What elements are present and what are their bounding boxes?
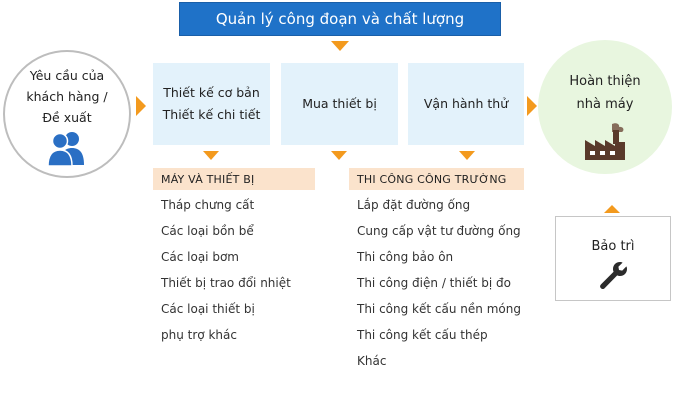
maintenance-node [555,216,671,301]
list-item: Thi công điện / thiết bị đo [357,276,511,290]
list-item: Khác [357,354,387,368]
arrow-right-icon [527,96,537,116]
customer-request-line: Đề xuất [42,110,92,125]
step-commissioning [408,63,524,145]
customer-request-line: khách hàng / [26,89,108,104]
step-design [153,63,270,145]
step-procurement-line: Mua thiết bị [302,96,377,111]
plant-completion-line: Hoàn thiện [569,74,641,89]
arrow-down-icon [203,151,219,160]
arrow-down-icon [331,151,347,160]
list-item: Thiết bị trao đổi nhiệt [161,276,291,290]
step-design-line: Thiết kế cơ bản [163,85,260,100]
construction-panel [349,168,524,374]
equipment-list [153,192,315,348]
arrow-down-icon [331,41,349,51]
arrow-up-icon [604,205,620,213]
construction-list [349,192,524,374]
list-item: Các loại thiết bị [161,302,255,316]
process-title: Quản lý công đoạn và chất lượng [215,10,465,28]
factory-icon [582,122,628,162]
arrow-right-icon [136,96,146,116]
process-header [179,2,501,36]
list-item: Thi công kết cấu thép [357,328,488,342]
list-item: Thi công kết cấu nền móng [357,302,521,316]
wrench-icon [598,260,628,290]
equipment-panel [153,168,315,348]
list-item: Thi công bảo ôn [357,250,454,264]
equipment-title: MÁY VÀ THIẾT BỊ [153,168,315,190]
users-icon [47,130,87,166]
list-item: Lắp đặt đường ống [357,198,471,212]
arrow-down-icon [459,151,475,160]
list-item: Tháp chưng cất [161,198,255,212]
step-commissioning-line: Vận hành thử [423,96,509,111]
plant-completion-line: nhà máy [576,97,634,112]
list-item: Các loại bơm [161,250,239,264]
step-procurement [281,63,398,145]
list-item: Cung cấp vật tư đường ống [357,224,521,238]
customer-request-node [3,50,131,178]
list-item: Các loại bồn bể [161,224,254,238]
list-item: phụ trợ khác [161,328,237,342]
customer-request-line: Yêu cầu của [29,68,105,83]
step-design-line: Thiết kế chi tiết [162,107,261,122]
maintenance-label: Bảo trì [591,239,635,254]
construction-title: THI CÔNG CÔNG TRƯỜNG [349,168,524,190]
plant-completion-node [538,40,672,174]
